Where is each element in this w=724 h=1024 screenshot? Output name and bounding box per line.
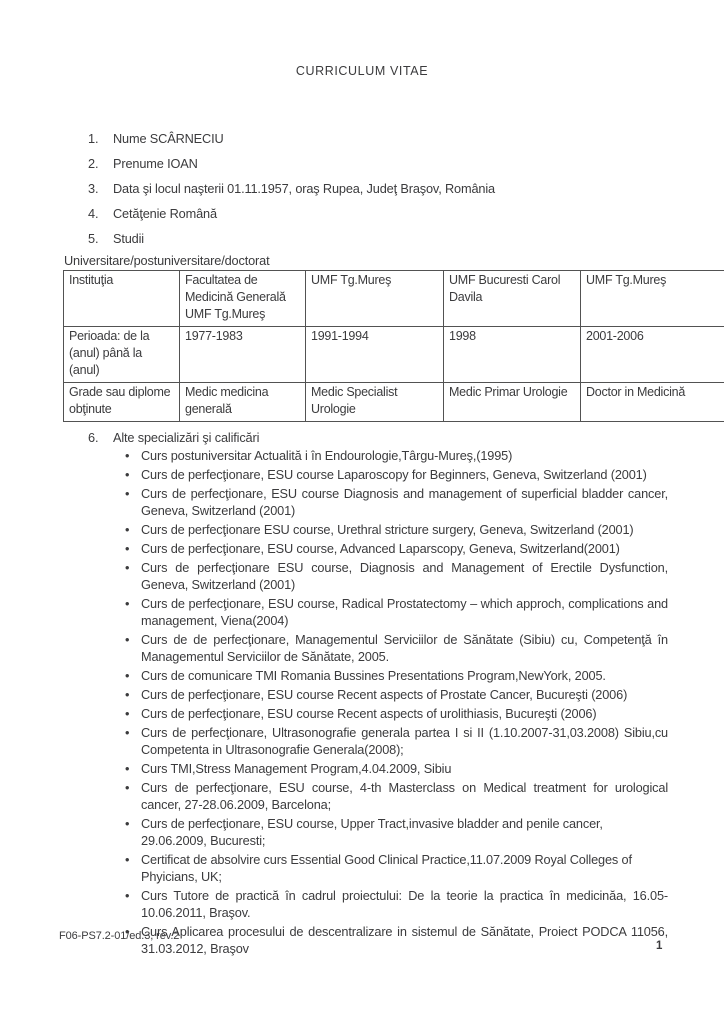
table-cell: Perioada: de la (anul) până la (anul) bbox=[64, 327, 180, 383]
table-row-grade bbox=[64, 383, 724, 422]
list-item: • Curs de perfecţionare, ESU course Recent aspects of urolithiasis, Bucureşti (2006) bbox=[141, 705, 668, 722]
education-table bbox=[63, 270, 724, 422]
page-number: 1 bbox=[656, 940, 663, 952]
numbered-item-cetatenie bbox=[63, 206, 681, 222]
table-cell: UMF Tg.Mureş bbox=[306, 271, 444, 327]
table-cell: Medic Primar Urologie bbox=[444, 383, 581, 422]
table-cell: Doctor in Medicină bbox=[581, 383, 724, 422]
list-item: • Curs de perfecţionare ESU course, Urethral stricture surgery, Geneva, Switzerland (2001) bbox=[141, 521, 668, 538]
numbered-item-studii bbox=[63, 231, 681, 247]
table-cell: 2001-2006 bbox=[581, 327, 724, 383]
list-item: • Curs de perfecţionare, Ultrasonografie generala partea I si II (1.10.2007-31,03.2008) Sibiu,cu Competenta in Ultrasonografie Generala(2008); bbox=[141, 724, 668, 758]
table-cell: 1998 bbox=[444, 327, 581, 383]
table-cell: Grade sau diplome obţinute bbox=[64, 383, 180, 422]
item-number: 2. bbox=[88, 156, 99, 171]
table-cell: Medic medicina generală bbox=[180, 383, 306, 422]
table-cell: 1991-1994 bbox=[306, 327, 444, 383]
item-number: 3. bbox=[88, 181, 99, 196]
list-item: • Curs de perfecţionare, ESU course Laparoscopy for Beginners, Geneva, Switzerland (2001) bbox=[141, 466, 668, 483]
list-item: • Certificat de absolvire curs Essential Good Clinical Practice,11.07.2009 Royal Colleges of Phyicians, UK; bbox=[141, 851, 668, 885]
table-cell: UMF Tg.Mureş bbox=[581, 271, 724, 327]
list-item: • Curs Aplicarea procesului de descentralizare in sistemul de Sănătate, Proiect PODCA 11056, 31.03.2012, Braşov bbox=[141, 923, 668, 957]
list-item: • Curs de perfecţionare, ESU course, Radical Prostatectomy – which approch, complications and management, Viena(2004) bbox=[141, 595, 668, 629]
page-title: CURRICULUM VITAE bbox=[295, 64, 429, 78]
item-number: 4. bbox=[88, 206, 99, 221]
table-cell: Medic Specialist Urologie bbox=[306, 383, 444, 422]
list-item: • Curs de perfecţionare ESU course, Diagnosis and Management of Erectile Dysfunction, Geneva, Switzerland (2001) bbox=[141, 559, 668, 593]
item-text: Prenume IOAN bbox=[113, 156, 198, 171]
item-number: 6. bbox=[88, 430, 99, 445]
footer-document-code: F06-PS7.2-01/ed.3, rev.2 bbox=[59, 930, 180, 942]
item-text: Data şi locul naşterii 01.11.1957, oraş Rupea, Judeţ Braşov, România bbox=[113, 181, 495, 196]
numbered-item-nume bbox=[63, 131, 681, 147]
numbered-item-data-nasterii bbox=[63, 181, 681, 197]
numbered-item-alte-specializari bbox=[63, 430, 681, 446]
list-item: • Curs de perfecţionare, ESU course Recent aspects of Prostate Cancer, Bucureşti (2006) bbox=[141, 686, 668, 703]
table-cell: Instituţia bbox=[64, 271, 180, 327]
list-item: • Curs de comunicare TMI Romania Bussines Presentations Program,NewYork, 2005. bbox=[141, 667, 668, 684]
table-cell: Facultatea de Medicină Generală UMF Tg.Mureş bbox=[180, 271, 306, 327]
list-item: • Curs de perfecţionare, ESU course, 4-th Masterclass on Medical treatment for urological cancer, 27-28.06.2009, Barcelona; bbox=[141, 779, 668, 813]
list-item: • Curs TMI,Stress Management Program,4.04.2009, Sibiu bbox=[141, 760, 668, 777]
list-item: • Curs Tutore de practică în cadrul proiectului: De la teorie la practica în medicinăa, 16.05-10.06.2011, Braşov. bbox=[141, 887, 668, 921]
document-body bbox=[63, 131, 686, 959]
table-row-header bbox=[64, 271, 724, 327]
item-number: 5. bbox=[88, 231, 99, 246]
item-number: 1. bbox=[88, 131, 99, 146]
list-item: • Curs de perfecţionare, ESU course Diagnosis and management of superficial bladder cancer, Geneva, Switzerland (2001) bbox=[141, 485, 668, 519]
item-text: Studii bbox=[113, 231, 144, 246]
list-item: • Curs postuniversitar Actualită i în Endourologie,Târgu-Mureş,(1995) bbox=[141, 447, 668, 464]
section-title: Alte specializări şi calificări bbox=[113, 430, 260, 445]
list-item: • Curs de perfecţionare, ESU course, Upper Tract,invasive bladder and penile cancer, 29.06.2009, Bucuresti; bbox=[141, 815, 668, 849]
table-cell: UMF Bucuresti Carol Davila bbox=[444, 271, 581, 327]
numbered-item-prenume bbox=[63, 156, 681, 172]
item-text: Cetăţenie Română bbox=[113, 206, 217, 221]
item-text: Nume SCÂRNECIU bbox=[113, 131, 224, 146]
list-item: • Curs de de perfecţionare, Managementul Serviciilor de Sănătate (Sibiu) cu, Competenţă în Managementul Serviciilor de Sănătate, 2005. bbox=[141, 631, 668, 665]
table-row-perioada bbox=[64, 327, 724, 383]
list-item: • Curs de perfecţionare, ESU course, Advanced Laparscopy, Geneva, Switzerland(2001) bbox=[141, 540, 668, 557]
studies-subtitle: Universitare/postuniversitare/doctorat bbox=[64, 253, 270, 268]
qualifications-list bbox=[63, 447, 668, 957]
table-cell: 1977-1983 bbox=[180, 327, 306, 383]
